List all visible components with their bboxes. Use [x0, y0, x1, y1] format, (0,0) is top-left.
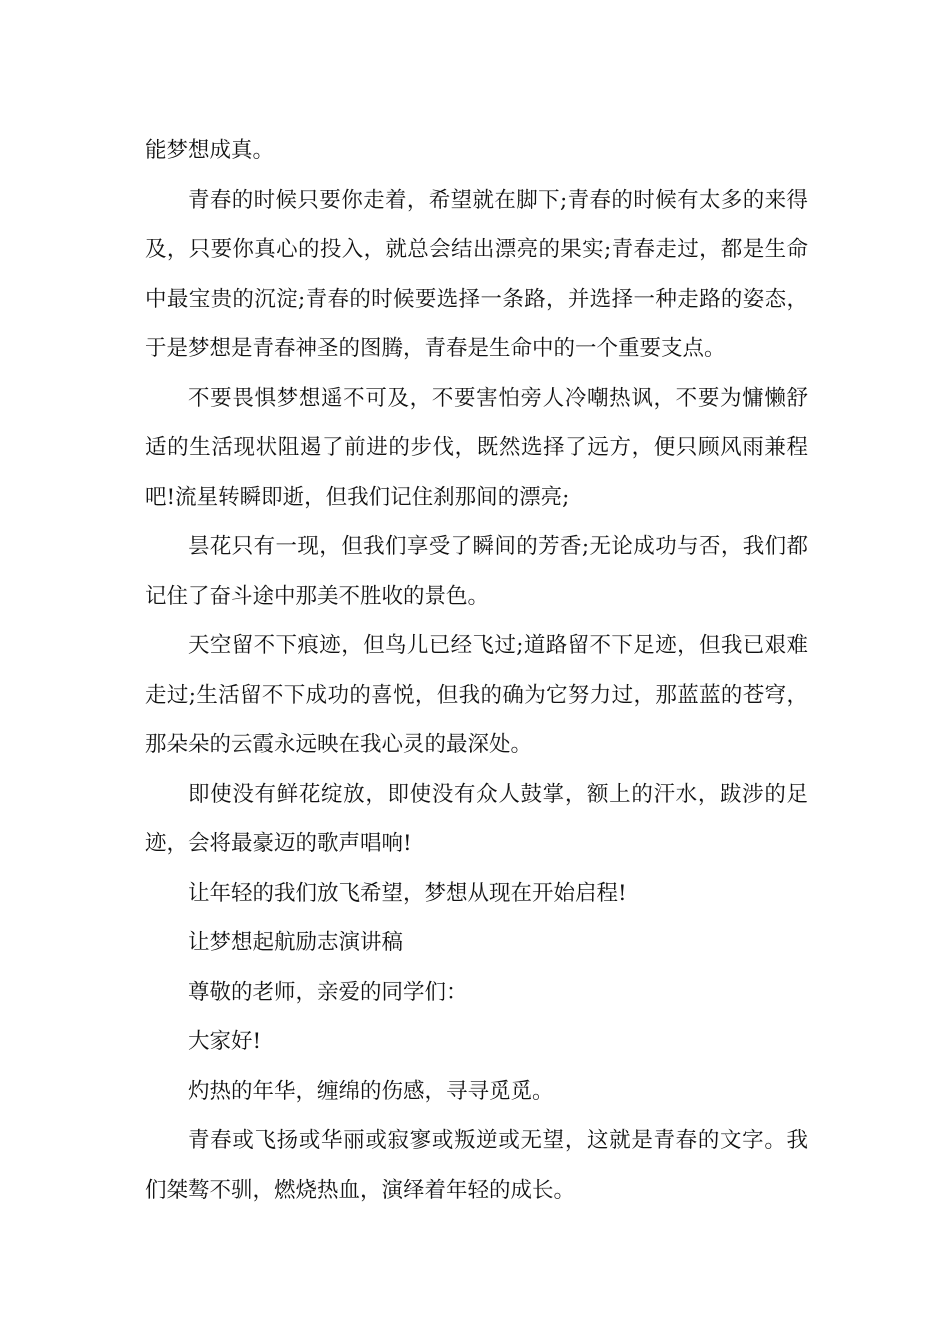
greeting: 大家好!	[188, 1029, 262, 1054]
paragraph-1: 能梦想成真。	[145, 138, 275, 163]
paragraph-7: 让年轻的我们放飞希望，梦想从现在开始启程!	[188, 880, 627, 906]
paragraph-12: 青春或飞扬或华丽或寂寥或叛逆或无望，这就是青春的文字。我们桀骜不驯，燃烧热血，演绎着年轻的成长。	[145, 1128, 808, 1203]
speech-title: 让梦想起航励志演讲稿	[188, 930, 404, 955]
document-body	[145, 126, 808, 1215]
paragraph-6: 即使没有鲜花绽放，即使没有众人鼓掌，额上的汗水，跋涉的足迹，会将最豪迈的歌声唱响!	[145, 781, 808, 856]
paragraph-4: 昙花只有一现，但我们享受了瞬间的芳香;无论成功与否，我们都记住了奋斗途中那美不胜收的景色。	[145, 534, 808, 609]
paragraph-2: 青春的时候只要你走着，希望就在脚下;青春的时候有太多的来得及，只要你真心的投入，就总会结出漂亮的果实;青春走过，都是生命中最宝贵的沉淀;青春的时候要选择一条路，并选择一种走路的姿态，于是梦想是青春神圣的图腾，青春是生命中的一个重要支点。	[145, 187, 808, 361]
paragraph-3: 不要畏惧梦想遥不可及，不要害怕旁人冷嘲热讽，不要为慵懒舒适的生活现状阻遏了前进的步伐，既然选择了远方，便只顾风雨兼程吧!流星转瞬即逝，但我们记住刹那间的漂亮;	[145, 385, 808, 510]
paragraph-5: 天空留不下痕迹，但鸟儿已经飞过;道路留不下足迹，但我已艰难走过;生活留不下成功的喜悦，但我的确为它努力过，那蓝蓝的苍穹，那朵朵的云霞永远映在我心灵的最深处。	[145, 633, 808, 757]
paragraph-11: 灼热的年华，缠绵的伤感，寻寻觅觅。	[188, 1078, 554, 1104]
salutation: 尊敬的老师，亲爱的同学们：	[188, 979, 468, 1005]
